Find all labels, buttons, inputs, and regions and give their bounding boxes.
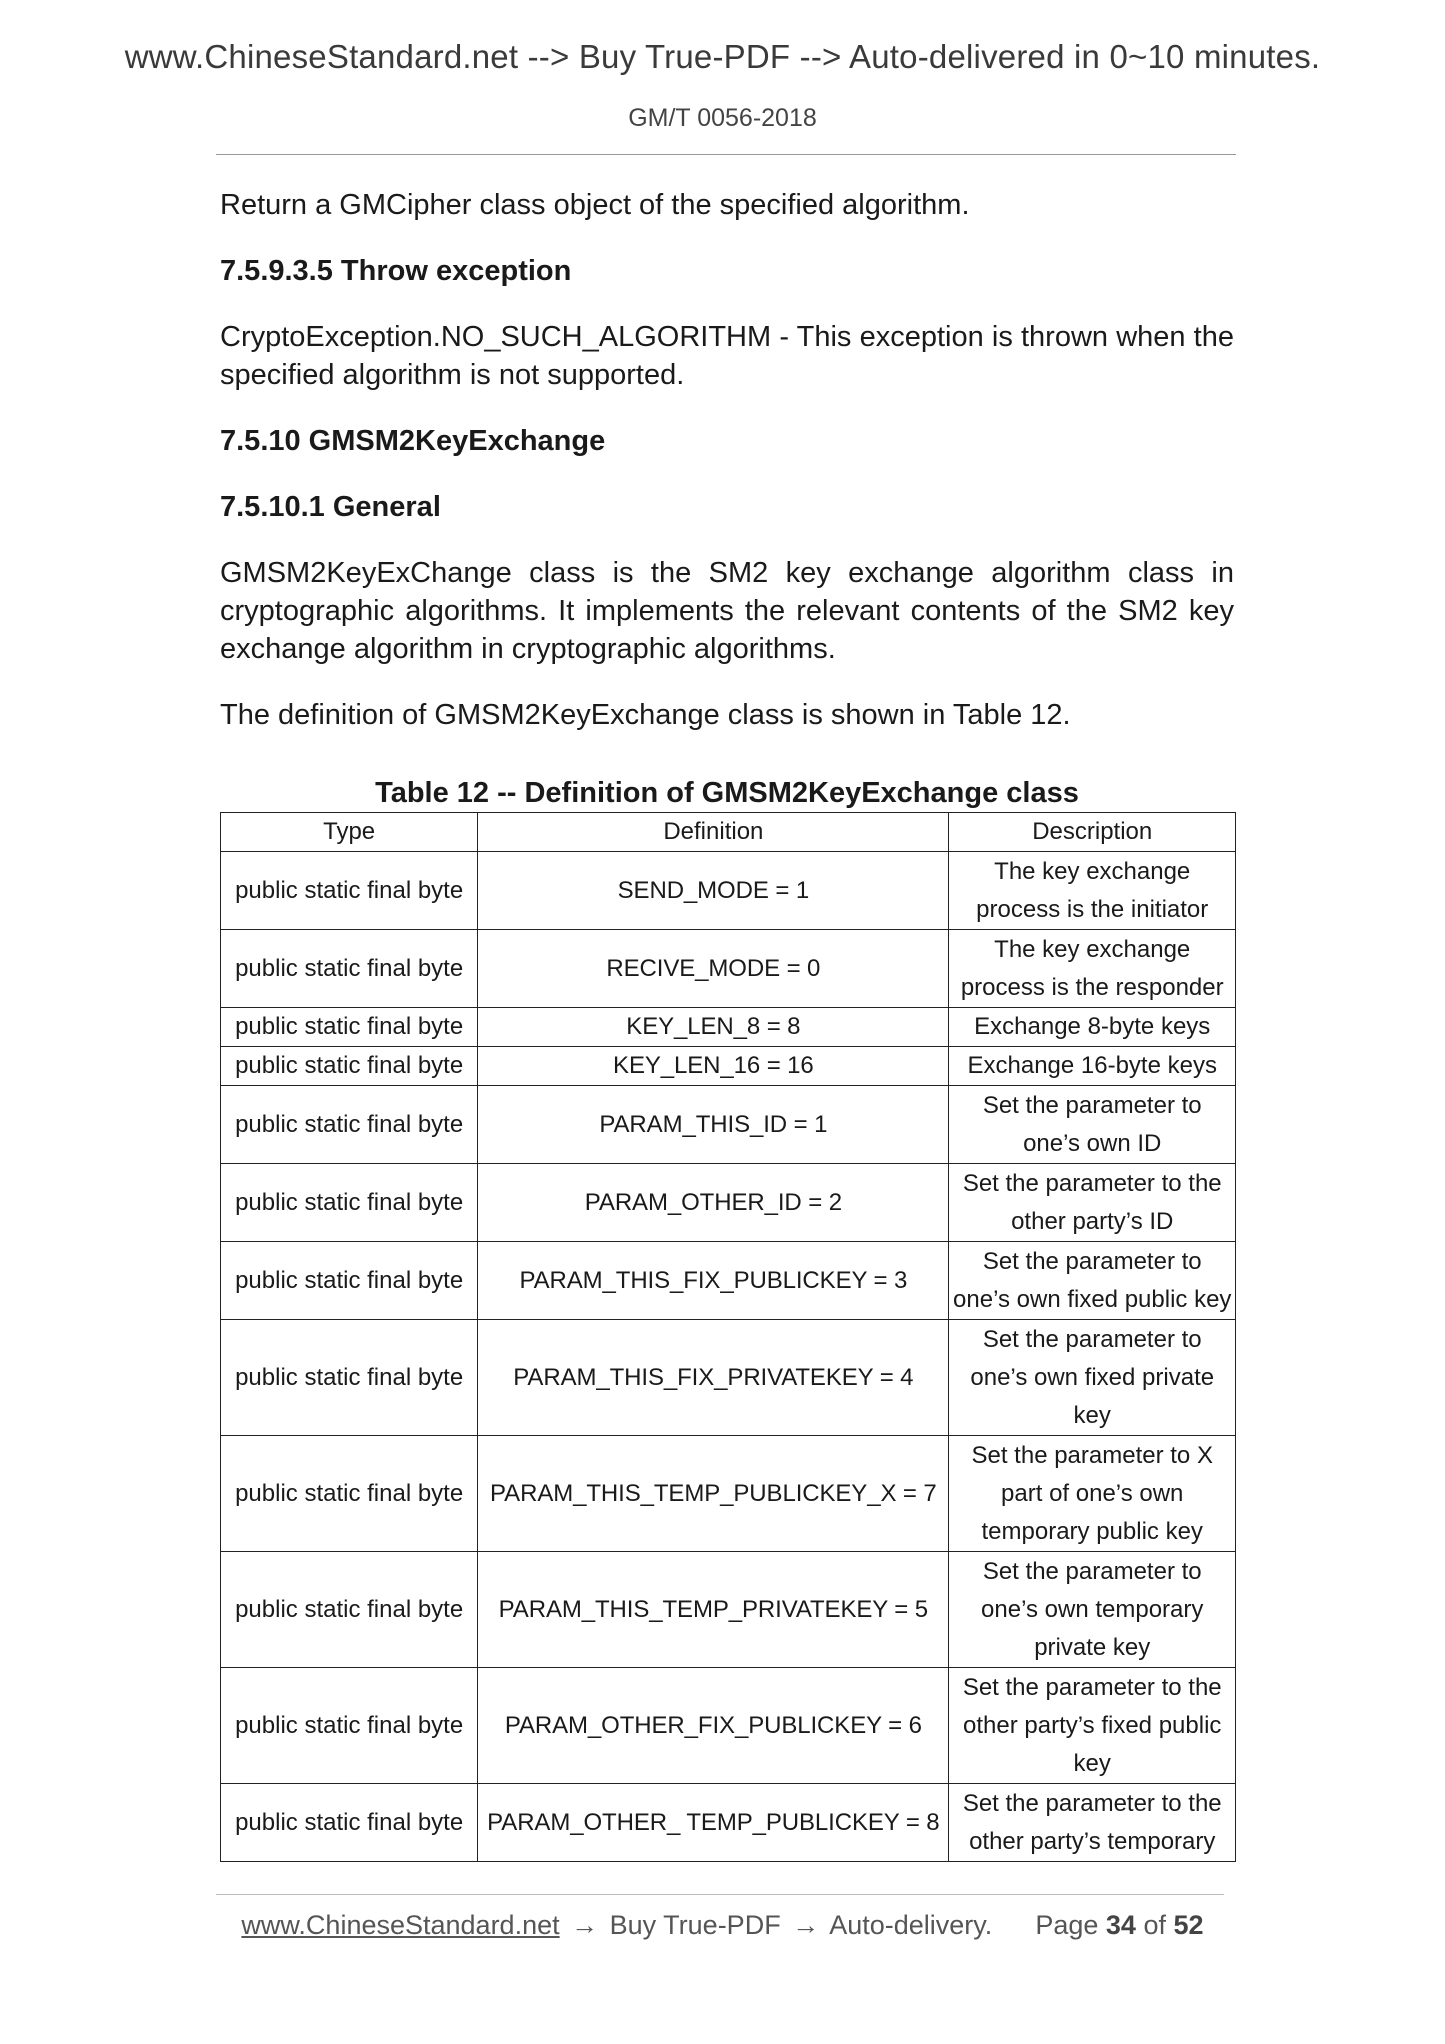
header-description: Description <box>949 813 1236 852</box>
cell-type: public static final byte <box>221 1164 478 1242</box>
cell-definition: KEY_LEN_8 = 8 <box>478 1008 949 1047</box>
table-row <box>221 1784 1236 1862</box>
table-row <box>221 1164 1236 1242</box>
table-title: Table 12 -- Definition of GMSM2KeyExchange class <box>375 777 1079 809</box>
arrow-right-icon: → <box>792 1910 820 1940</box>
table-row <box>221 1320 1236 1436</box>
cell-definition: KEY_LEN_16 = 16 <box>478 1047 949 1086</box>
cell-description: The key exchange process is the responder <box>949 930 1236 1008</box>
paragraph-class-description: GMSM2KeyExChange class is the SM2 key exchange algorithm class in cryptographic algorithms. It implements the relevant contents of the SM2 key exchange algorithm in cryptographic algorithms. <box>220 557 1234 665</box>
cell-description: Set the parameter to one’s own fixed private key <box>949 1320 1236 1436</box>
cell-type: public static final byte <box>221 852 478 930</box>
cell-description: Set the parameter to the other party’s fixed public key <box>949 1668 1236 1784</box>
paragraph-table-reference: The definition of GMSM2KeyExchange class is shown in Table 12. <box>220 699 1071 731</box>
cell-type: public static final byte <box>221 1008 478 1047</box>
footer-delivery-text: Auto-delivery. <box>829 1910 993 1940</box>
table-row <box>221 1008 1236 1047</box>
cell-type: public static final byte <box>221 1242 478 1320</box>
cell-definition: PARAM_THIS_FIX_PRIVATEKEY = 4 <box>478 1320 949 1436</box>
heading-gmsm2keyexchange: 7.5.10 GMSM2KeyExchange <box>220 425 606 457</box>
cell-description: Exchange 8-byte keys <box>949 1008 1236 1047</box>
footer-buy-text: Buy True-PDF <box>609 1910 781 1940</box>
cell-description: Exchange 16-byte keys <box>949 1047 1236 1086</box>
page-total: 52 <box>1173 1910 1204 1940</box>
table-row <box>221 1047 1236 1086</box>
table-row <box>221 1552 1236 1668</box>
heading-throw-exception: 7.5.9.3.5 Throw exception <box>220 255 572 287</box>
cell-type: public static final byte <box>221 1668 478 1784</box>
cell-definition: PARAM_THIS_TEMP_PRIVATEKEY = 5 <box>478 1552 949 1668</box>
table-row <box>221 1668 1236 1784</box>
cell-definition: SEND_MODE = 1 <box>478 852 949 930</box>
heading-general: 7.5.10.1 General <box>220 491 441 523</box>
page-label: Page <box>1035 1910 1099 1940</box>
table-row <box>221 930 1236 1008</box>
document-code: GM/T 0056-2018 <box>628 104 817 132</box>
cell-definition: PARAM_THIS_FIX_PUBLICKEY = 3 <box>478 1242 949 1320</box>
paragraph-exception: CryptoException.NO_SUCH_ALGORITHM - This exception is thrown when the specified algorithm is not supported. <box>220 321 1234 391</box>
cell-type: public static final byte <box>221 1047 478 1086</box>
cell-definition: PARAM_OTHER_ID = 2 <box>478 1164 949 1242</box>
footer-divider <box>216 1894 1224 1895</box>
table-row <box>221 852 1236 930</box>
table-header-row <box>221 813 1236 852</box>
cell-type: public static final byte <box>221 930 478 1008</box>
header-definition: Definition <box>478 813 949 852</box>
cell-type: public static final byte <box>221 1784 478 1862</box>
cell-definition: RECIVE_MODE = 0 <box>478 930 949 1008</box>
cell-description: Set the parameter to one’s own fixed public key <box>949 1242 1236 1320</box>
footer-site-link[interactable]: www.ChineseStandard.net <box>241 1910 560 1940</box>
cell-description: Set the parameter to one’s own ID <box>949 1086 1236 1164</box>
table-row <box>221 1242 1236 1320</box>
page-number: 34 <box>1105 1910 1136 1940</box>
cell-definition: PARAM_OTHER_ TEMP_PUBLICKEY = 8 <box>478 1784 949 1862</box>
cell-description: Set the parameter to the other party’s ID <box>949 1164 1236 1242</box>
table-row <box>221 1086 1236 1164</box>
cell-description: Set the parameter to X part of one’s own temporary public key <box>949 1436 1236 1552</box>
site-banner: www.ChineseStandard.net --> Buy True-PDF --> Auto-delivered in 0~10 minutes. <box>124 38 1321 75</box>
cell-description: Set the parameter to the other party’s temporary <box>949 1784 1236 1862</box>
header-type: Type <box>221 813 478 852</box>
paragraph-return: Return a GMCipher class object of the specified algorithm. <box>220 189 970 221</box>
cell-description: Set the parameter to one’s own temporary private key <box>949 1552 1236 1668</box>
page-footer <box>0 1910 1445 1941</box>
of-label: of <box>1143 1910 1166 1940</box>
page-body <box>220 186 1234 762</box>
cell-type: public static final byte <box>221 1320 478 1436</box>
definition-table <box>220 812 1236 1862</box>
cell-type: public static final byte <box>221 1552 478 1668</box>
cell-type: public static final byte <box>221 1436 478 1552</box>
header-divider <box>216 154 1236 155</box>
cell-definition: PARAM_THIS_ID = 1 <box>478 1086 949 1164</box>
arrow-right-icon: → <box>571 1910 599 1940</box>
cell-type: public static final byte <box>221 1086 478 1164</box>
cell-definition: PARAM_OTHER_FIX_PUBLICKEY = 6 <box>478 1668 949 1784</box>
cell-description: The key exchange process is the initiator <box>949 852 1236 930</box>
table-row <box>221 1436 1236 1552</box>
cell-definition: PARAM_THIS_TEMP_PUBLICKEY_X = 7 <box>478 1436 949 1552</box>
